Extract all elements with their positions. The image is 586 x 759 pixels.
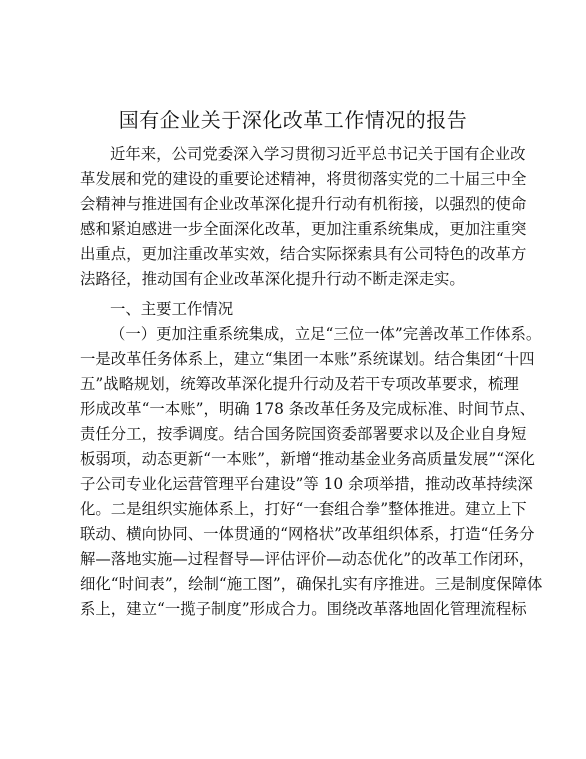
paragraph-line: 细化“时间表”，绘制“施工图”，确保扎实有序推进。三是制度保障体	[80, 575, 543, 593]
paragraph-line: 法路径，推动国有企业改革深化提升行动不断走深走实。	[80, 270, 465, 288]
paragraph-line: 近年来，公司党委深入学习贯彻习近平总书记关于国有企业改	[110, 145, 526, 163]
paragraph-line: 联动、横向协同、一体贯通的“网格状”改革组织体系，打造“任务分	[80, 525, 535, 543]
paragraph-line: 感和紧迫感进一步全面深化改革，更加注重系统集成，更加注重突	[80, 220, 527, 238]
paragraph-line: 解—落地实施—过程督导—评估评价—动态优化”的改革工作闭环，	[80, 550, 535, 568]
subsection-heading: （一）更加注重系统集成，立足“三位一体”完善改革工作体系。	[110, 325, 542, 343]
paragraph-line: 形成改革“一本账”，明确 178 条改革任务及完成标准、时间节点、	[80, 400, 536, 418]
paragraph-line: 系上，建立“一揽子制度”形成合力。围绕改革落地固化管理流程标	[80, 600, 527, 618]
paragraph-line: 子公司专业化运营管理平台建设”等 10 余项举措，推动改革持续深	[80, 475, 533, 493]
paragraph-line: 出重点，更加注重改革实效，结合实际探索具有公司特色的改革方	[80, 245, 527, 263]
paragraph-line: 化。二是组织实施体系上，打好“一套组合拳”整体推进。建立上下	[80, 500, 527, 518]
document-title: 国有企业关于深化改革工作情况的报告	[118, 108, 468, 132]
section-heading: 一、主要工作情况	[110, 300, 234, 318]
paragraph-line: 板弱项，动态更新“一本账”，新增“推动基金业务高质量发展”“深化	[80, 450, 535, 468]
paragraph-line: 会精神与推进国有企业改革深化提升行动有机衔接，以强烈的使命	[80, 195, 527, 213]
paragraph-line: 责任分工，按季调度。结合国务院国资委部署要求以及企业自身短	[80, 425, 527, 443]
paragraph-line: 革发展和党的建设的重要论述精神，将贯彻落实党的二十届三中全	[80, 170, 527, 188]
paragraph-line: 五”战略规划，统筹改革深化提升行动及若干专项改革要求，梳理	[80, 375, 519, 393]
paragraph-line: 一是改革任务体系上，建立“集团一本账”系统谋划。结合集团“十四	[80, 350, 535, 368]
